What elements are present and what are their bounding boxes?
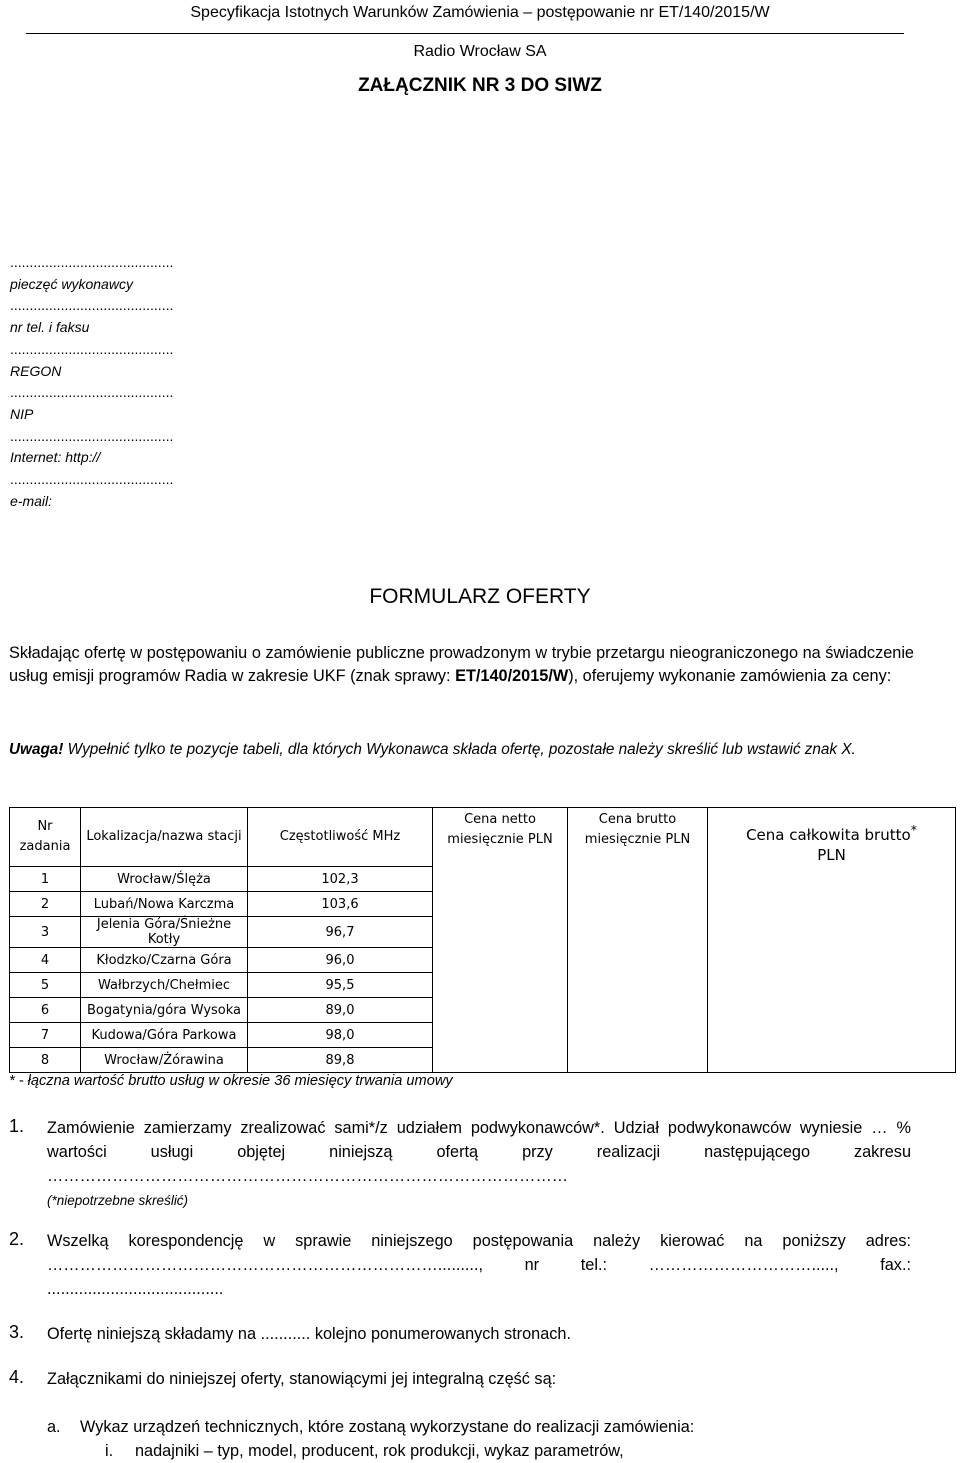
cell-frequency: 96,0 [248, 948, 433, 973]
item-1 [47, 1116, 911, 1213]
col-header-frequency: Częstotliwość MHz [248, 808, 433, 867]
col-header-gross-price[interactable]: Cena brutto miesięcznie PLN [568, 808, 708, 1073]
total-footnote-mark: * [910, 822, 917, 837]
sender-field-dots: .......................................... [10, 254, 174, 270]
sender-field-label: e-mail: [10, 492, 53, 509]
cell-station: Kłodzko/Czarna Góra [81, 948, 248, 973]
intro-text-end: ), oferujemy wykonanie zamówienia za ceny: [568, 667, 892, 685]
cell-station: Bogatynia/góra Wysoka [81, 998, 248, 1023]
cell-station: Jelenia Góra/Śnieżne Kotły [81, 917, 248, 948]
cell-frequency: 102,3 [248, 867, 433, 892]
sub-sub-item-letter: i. [105, 1442, 114, 1460]
item-number: 4. [9, 1367, 25, 1387]
sender-field-dots: .......................................... [10, 340, 174, 357]
col-header-station: Lokalizacja/nazwa stacji [81, 808, 248, 867]
cell-station: Wałbrzych/Chełmiec [81, 973, 248, 998]
cell-frequency: 98,0 [248, 1023, 433, 1048]
item-number: 2. [9, 1229, 25, 1249]
sender-field-dots: .......................................... [10, 384, 174, 401]
total-label: Cena całkowita brutto [746, 826, 911, 844]
item-text: Zamówienie zamierzamy zrealizować sami*/z udziałem podwykonawców*. Udział podwykonawców wyniesie … % wartości usługi objętej niniejszą ofertą przy realizacji następującego zakresu …………………………………………………………………………………… [47, 1119, 911, 1185]
table-footnote: * - łączna wartość brutto usług w okresie 36 miesięcy trwania umowy [9, 1073, 453, 1089]
sub-item-letter: a. [47, 1418, 61, 1436]
cell-nr: 2 [10, 892, 81, 917]
cell-nr: 4 [10, 948, 81, 973]
cell-frequency: 89,0 [248, 998, 433, 1023]
cell-frequency: 95,5 [248, 973, 433, 998]
sender-field-label: NIP [10, 405, 34, 422]
document-header: Specyfikacja Istotnych Warunków Zamówienia – postępowanie nr ET/140/2015/W [190, 4, 770, 21]
cell-nr: 6 [10, 998, 81, 1023]
cell-nr: 5 [10, 973, 81, 998]
item-text: Załącznikami do niniejszej oferty, stanowiącymi jej integralną część są: [47, 1370, 557, 1388]
item-3 [47, 1322, 911, 1346]
header-rule [26, 33, 904, 34]
table-header-row [10, 808, 956, 867]
col-header-total-price[interactable] [708, 808, 956, 1073]
form-title: FORMULARZ OFERTY [369, 585, 591, 608]
item-4 [47, 1367, 911, 1391]
cell-frequency: 96,7 [248, 917, 433, 948]
sub-item-text: Wykaz urządzeń technicznych, które zostaną wykorzystane do realizacji zamówienia: [80, 1418, 695, 1436]
sender-field-dots: .......................................... [10, 297, 174, 314]
col-header-nr: Nr zadania [10, 808, 81, 867]
warning-note [9, 738, 914, 762]
cell-frequency: 89,8 [248, 1048, 433, 1073]
cell-station: Wrocław/Żórawina [81, 1048, 248, 1073]
cell-station: Wrocław/Ślęża [81, 867, 248, 892]
warning-text: Wypełnić tylko te pozycje tabeli, dla których Wykonawca składa ofertę, pozostałe należy skreślić lub wstawić znak X. [63, 741, 856, 758]
price-table [9, 807, 956, 1073]
cell-nr: 1 [10, 867, 81, 892]
intro-paragraph [9, 642, 914, 688]
cell-frequency: 103,6 [248, 892, 433, 917]
sender-field-label: REGON [10, 362, 62, 379]
organization-name: Radio Wrocław SA [413, 43, 547, 60]
sub-sub-item-text: nadajniki – typ, model, producent, rok produkcji, wykaz parametrów, [135, 1442, 624, 1460]
cell-nr: 7 [10, 1023, 81, 1048]
sender-field-label: nr tel. i faksu [10, 319, 90, 336]
sender-fields [10, 252, 173, 512]
cell-nr: 3 [10, 917, 81, 948]
item-note: (*niepotrzebne skreślić) [47, 1193, 189, 1208]
item-number: 1. [9, 1116, 25, 1136]
cell-station: Kudowa/Góra Parkowa [81, 1023, 248, 1048]
cell-nr: 8 [10, 1048, 81, 1073]
intro-text: Składając ofertę w postępowaniu o zamówienie publiczne prowadzonym w trybie przetargu nieograniczonego na świadczenie usług emisji programów Radia w zakresie UKF (znak sprawy: [9, 644, 914, 685]
col-header-net-price[interactable]: Cena netto miesięcznie PLN [433, 808, 568, 1073]
item-text: Wszelką korespondencję w sprawie niniejszego postępowania należy kierować na poniższy adres: ………………………………………………………………........., nr tel.: …………………………....., fax.: ....................................... [47, 1232, 911, 1298]
case-number: ET/140/2015/W [455, 667, 569, 685]
sender-field-label: pieczęć wykonawcy [10, 275, 133, 292]
item-2 [47, 1229, 911, 1301]
item-number: 3. [9, 1322, 25, 1342]
sender-field-label: Internet: http:// [10, 449, 101, 466]
total-unit: PLN [817, 846, 846, 864]
sender-field-dots: .......................................... [10, 427, 174, 444]
cell-station: Lubań/Nowa Karczma [81, 892, 248, 917]
sender-field-dots: .......................................... [10, 471, 174, 488]
item-text: Ofertę niniejszą składamy na ........... kolejno ponumerowanych stronach. [47, 1325, 571, 1343]
attachment-title: ZAŁĄCZNIK NR 3 DO SIWZ [358, 75, 602, 96]
warning-label: Uwaga! [9, 741, 64, 758]
